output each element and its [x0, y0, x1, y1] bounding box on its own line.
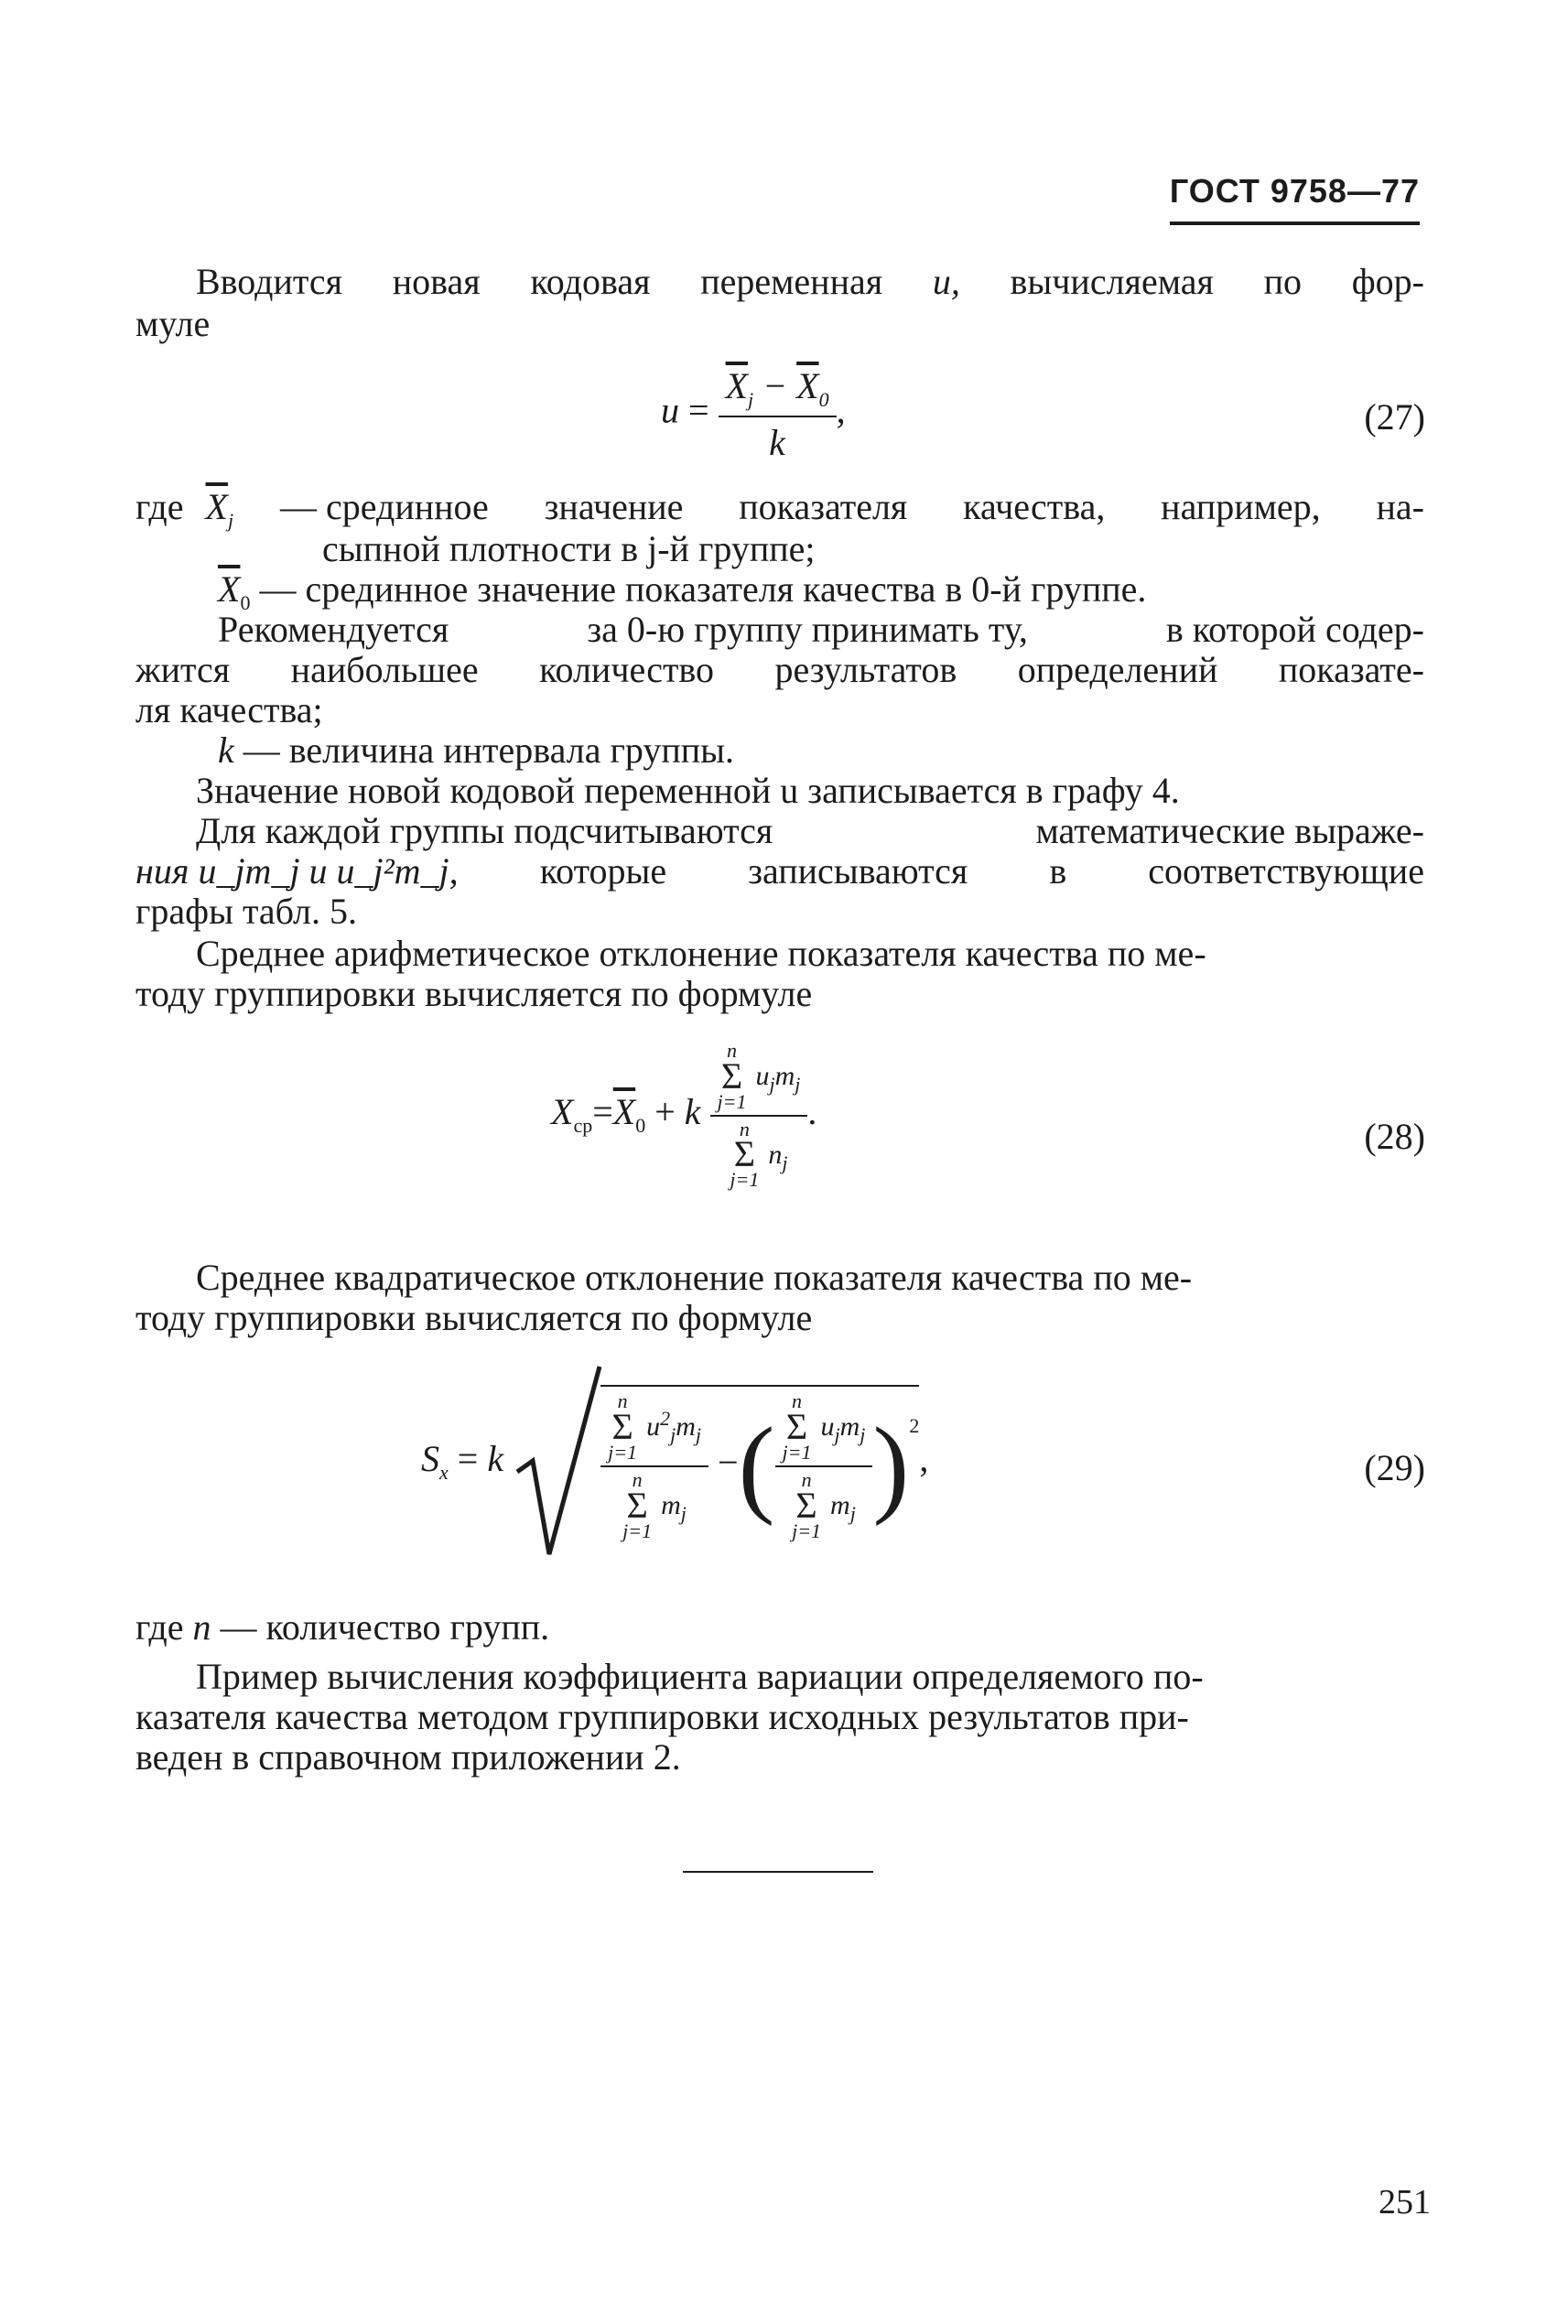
text-line: $\overline{X}_0$ — срединное значение показателя качества в 0-й группе.: [218, 568, 1147, 614]
text-line: тоду группировки вычисляется по формуле: [135, 1297, 813, 1338]
page-header: ГОСТ 9758—77: [1170, 172, 1420, 225]
text-line: жится наибольшее количество результатов определений показате-: [135, 649, 1424, 690]
text-line: — срединное значение показателя качества, например, на-: [280, 486, 1424, 527]
text-line: муле: [135, 303, 211, 344]
equation-number: (28): [1364, 1116, 1425, 1157]
word: новая: [392, 261, 481, 302]
text-line: Значение новой кодовой переменной u записывается в графу 4.: [196, 770, 1180, 811]
word: фор-: [1351, 261, 1424, 302]
text-line: Среднее квадратическое отклонение показателя качества по ме-: [196, 1257, 1193, 1298]
equation-28: $X_{ср}=\overline{X}_0 + k$ n Σ j=1 $u_jm_j$ n Σ j=1 $n_j$ .: [551, 1039, 817, 1192]
text-line: Среднее арифметическое отклонение показателя качества по ме-: [196, 933, 1206, 974]
equation-number: (27): [1364, 396, 1425, 438]
equation-number: (29): [1364, 1447, 1425, 1488]
text-line: Пример вычисления коэффициента вариации определяемого по-: [196, 1656, 1204, 1697]
word: u,: [932, 261, 960, 302]
radical-sign-icon: [513, 1362, 604, 1563]
text-line: Рекомендуется за 0-ю группу принимать ту, в которой содер-: [218, 609, 1424, 650]
word: вычисляемая: [1010, 261, 1214, 302]
word: кодовая: [530, 261, 651, 302]
text-line: ля качества;: [135, 689, 323, 730]
text-line: Для каждой группы подсчитываются математические выраже-: [196, 810, 1424, 851]
equation-29: $S_x = k$ n Σ j=1 $u^2_jm_j$ n Σ j=1 $m_j$ −( n Σ j=1 $u_jm_j$ n Σ j=1 $m_j$ )$^2$,: [421, 1362, 928, 1563]
separator-line: [683, 1871, 873, 1873]
equation-27: u = $\frac{\overline{X}_j - \overline{X}_0}{k}$ ,: [661, 365, 846, 463]
word: Вводится: [196, 261, 343, 302]
text-line: сыпной плотности в j-й группе;: [322, 528, 816, 569]
word: по: [1263, 261, 1302, 302]
page-number: 251: [1379, 2183, 1431, 2221]
text-line: k — величина интервала группы.: [218, 730, 735, 771]
text-line: тоду группировки вычисляется по формуле: [135, 973, 813, 1014]
text-line: ния u_jm_j и u_j²m_j, которые записываются в соответствующие: [135, 850, 1424, 892]
text-line: веден в справочном приложении 2.: [135, 1736, 681, 1778]
text-line: графы табл. 5.: [135, 891, 357, 932]
text-line: [196, 260, 1424, 303]
text-line: казателя качества методом группировки исходных результатов при-: [135, 1696, 1189, 1737]
word: переменная: [700, 261, 883, 302]
text-line: где $\overline{X}_j$: [135, 486, 234, 532]
text-line: где n — количество групп.: [135, 1606, 550, 1648]
